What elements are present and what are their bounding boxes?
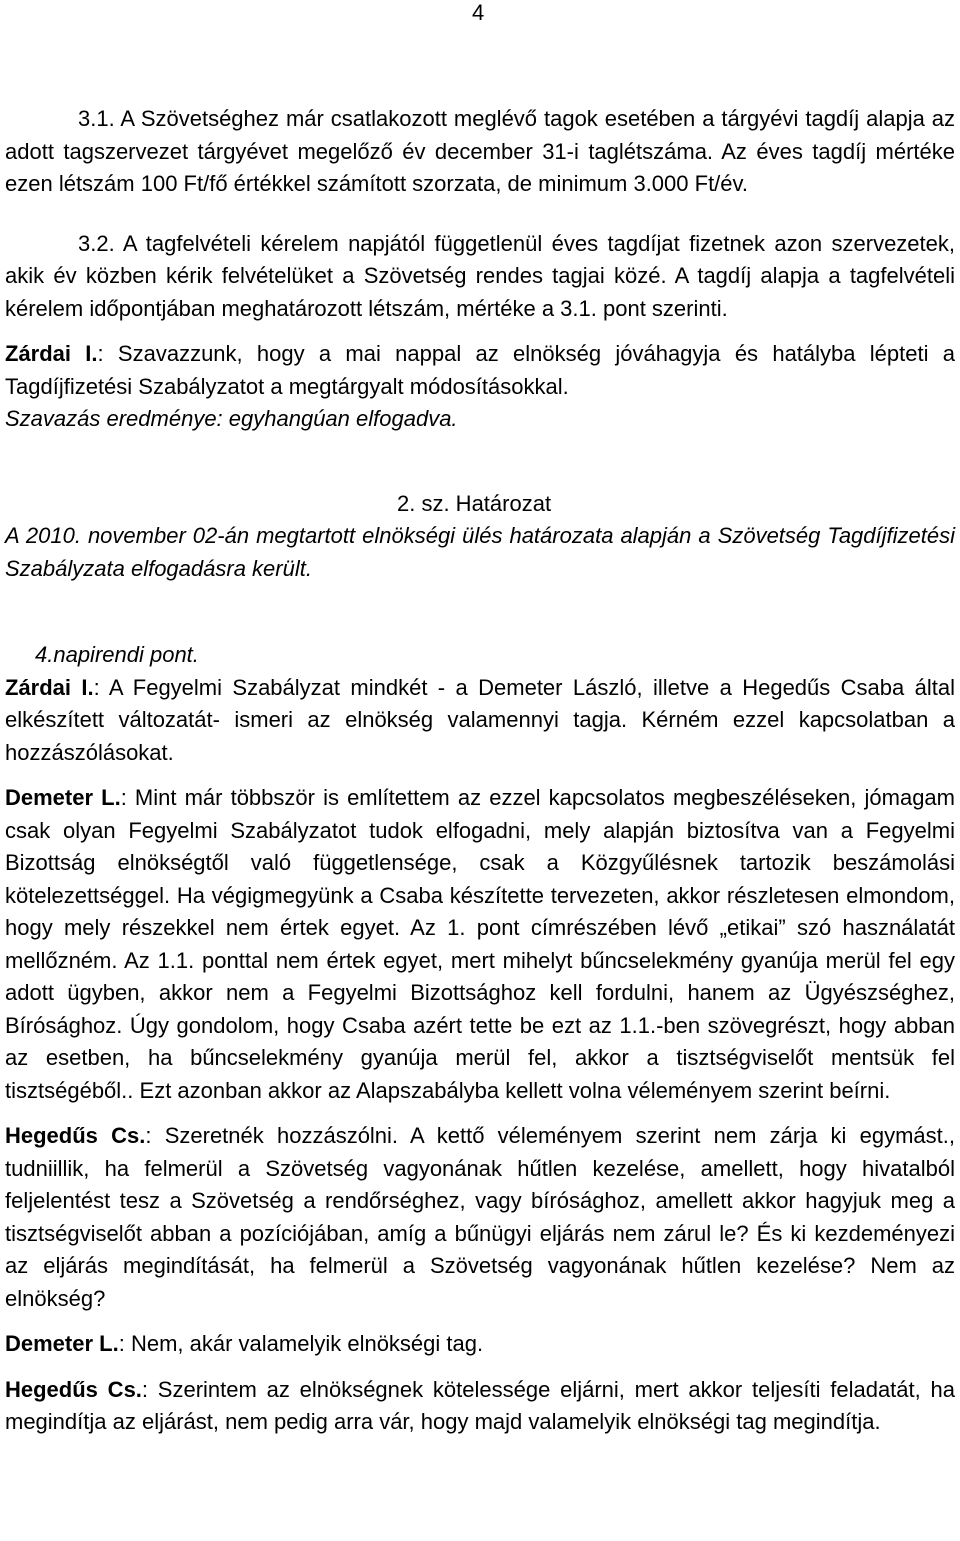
document-body: [5, 103, 955, 1439]
statement-demeter-2: [5, 1328, 955, 1361]
statement-text: : A Fegyelmi Szabályzat mindkét - a Demeter László, illetve a Hegedűs Csaba által elkészített változatát- ismeri az elnökség valamennyi tagja. Kérném ezzel kapcsolatban a hozzászólásokat.: [5, 674, 956, 765]
statement-text: : Szerintem az elnökségnek kötelessége eljárni, mert akkor teljesíti feladatát, ha megindítja az eljárást, nem pedig arra vár, hogy majd valamelyik elnökségi tag megindítja.: [5, 1376, 955, 1434]
statement-hegedus-2: [5, 1374, 955, 1439]
page-number: 4: [472, 0, 485, 25]
statement-text: : Nem, akár valamelyik elnökségi tag.: [118, 1331, 484, 1356]
resolution-title: 2. sz. Határozat: [397, 490, 552, 516]
statement-text: : Szavazzunk, hogy a mai nappal az elnökség jóváhagyja és hatályba lépteti a Tagdíjfizetési Szabályzatot a megtárgyalt módosításokkal.: [5, 341, 956, 399]
statement-zardai-1: [5, 338, 955, 403]
agenda-item: 4.napirendi pont.: [35, 642, 199, 667]
resolution-text: A 2010. november 02-án megtartott elnökségi ülés határozata alapján a Szövetség Tagdíjfizetési Szabályzata elfogadásra került.: [5, 523, 955, 581]
paragraph-3-2: 3.2. A tagfelvételi kérelem napjától függetlenül éves tagdíjat fizetnek azon szervezetek, akik év közben kérik felvételüket a Szövetség rendes tagjai közé. A tagdíj alapja a tagfelvételi kérelem időpontjában meghatározott létszám, mértéke a 3.1. pont szerinti.: [5, 230, 955, 321]
statement-text: : Mint már többször is említettem az ezzel kapcsolatos megbeszéléseken, jómagam csak olyan Fegyelmi Szabályzatot tudok elfogadni, mely alapján biztosítva van a Fegyelmi Bizottság elnökségtől való függetlensége, csak a Közgyűlésnek tartozik beszámolási kötelezettséggel. Ha végigmegyünk a Csaba készítette tervezeten, akkor részletesen elmondom, hogy mely részekkel nem értek egyet. Az 1. pont címrészében lévő „etikai” szó használatát mellőzném. Az 1.1. ponttal nem értek egyet, mert mihelyt bűncselekmény gyanúja merül fel egy adott ügyben, akkor nem a Fegyelmi Bizottsághoz kell fordulni, hanem az Ügyészséghez, Bírósághoz. Úgy gondolom, hogy Csaba azért tette be ezt az 1.1.-ben szövegrészt, hogy abban az esetben, ha bűncselekmény gyanúja merül fel, akkor a tisztségviselőt mentsük fel tisztségéből.. Ezt azonban akkor az Alapszabályba kellett volna véleményem szerint beírni.: [5, 785, 955, 1103]
speaker-name: Zárdai I.: [5, 674, 94, 700]
statement-demeter-1: [5, 782, 955, 1107]
speaker-name: Demeter L.: [5, 785, 121, 810]
vote-result: Szavazás eredménye: egyhangúan elfogadva.: [5, 406, 458, 431]
speaker-name: Zárdai I.: [5, 341, 98, 366]
statement-hegedus-1: [5, 1120, 955, 1315]
speaker-name: Demeter L.: [5, 1331, 119, 1356]
speaker-name: Hegedűs Cs.: [5, 1376, 142, 1402]
paragraph-3-1: 3.1. A Szövetséghez már csatlakozott meglévő tagok esetében a tárgyévi tagdíj alapja az adott tagszervezet tárgyévet megelőző év december 31-i taglétszáma. Az éves tagdíj mértéke ezen létszám 100 Ft/fő értékkel számított szorzata, de minimum 3.000 Ft/év.: [5, 106, 955, 196]
speaker-name: Hegedűs Cs.: [5, 1123, 146, 1148]
statement-zardai-2: [5, 672, 955, 770]
statement-text: : Szeretnék hozzászólni. A kettő véleményem szerint nem zárja ki egymást., tudniillik, ha felmerül a Szövetség vagyonának hűtlen kezelése, amellett, hogy hivatalból feljelentést tesz a Szövetség a rendőrséghez, vagy bírósághoz, amellett akkor hagyjuk meg a tisztségviselőt abban a pozíciójában, amíg a bűnügyi eljárás nem zárul le? És ki kezdeményezi az eljárás megindítását, ha felmerül a Szövetség vagyonának hűtlen kezelése? Nem az elnökség?: [5, 1123, 956, 1311]
